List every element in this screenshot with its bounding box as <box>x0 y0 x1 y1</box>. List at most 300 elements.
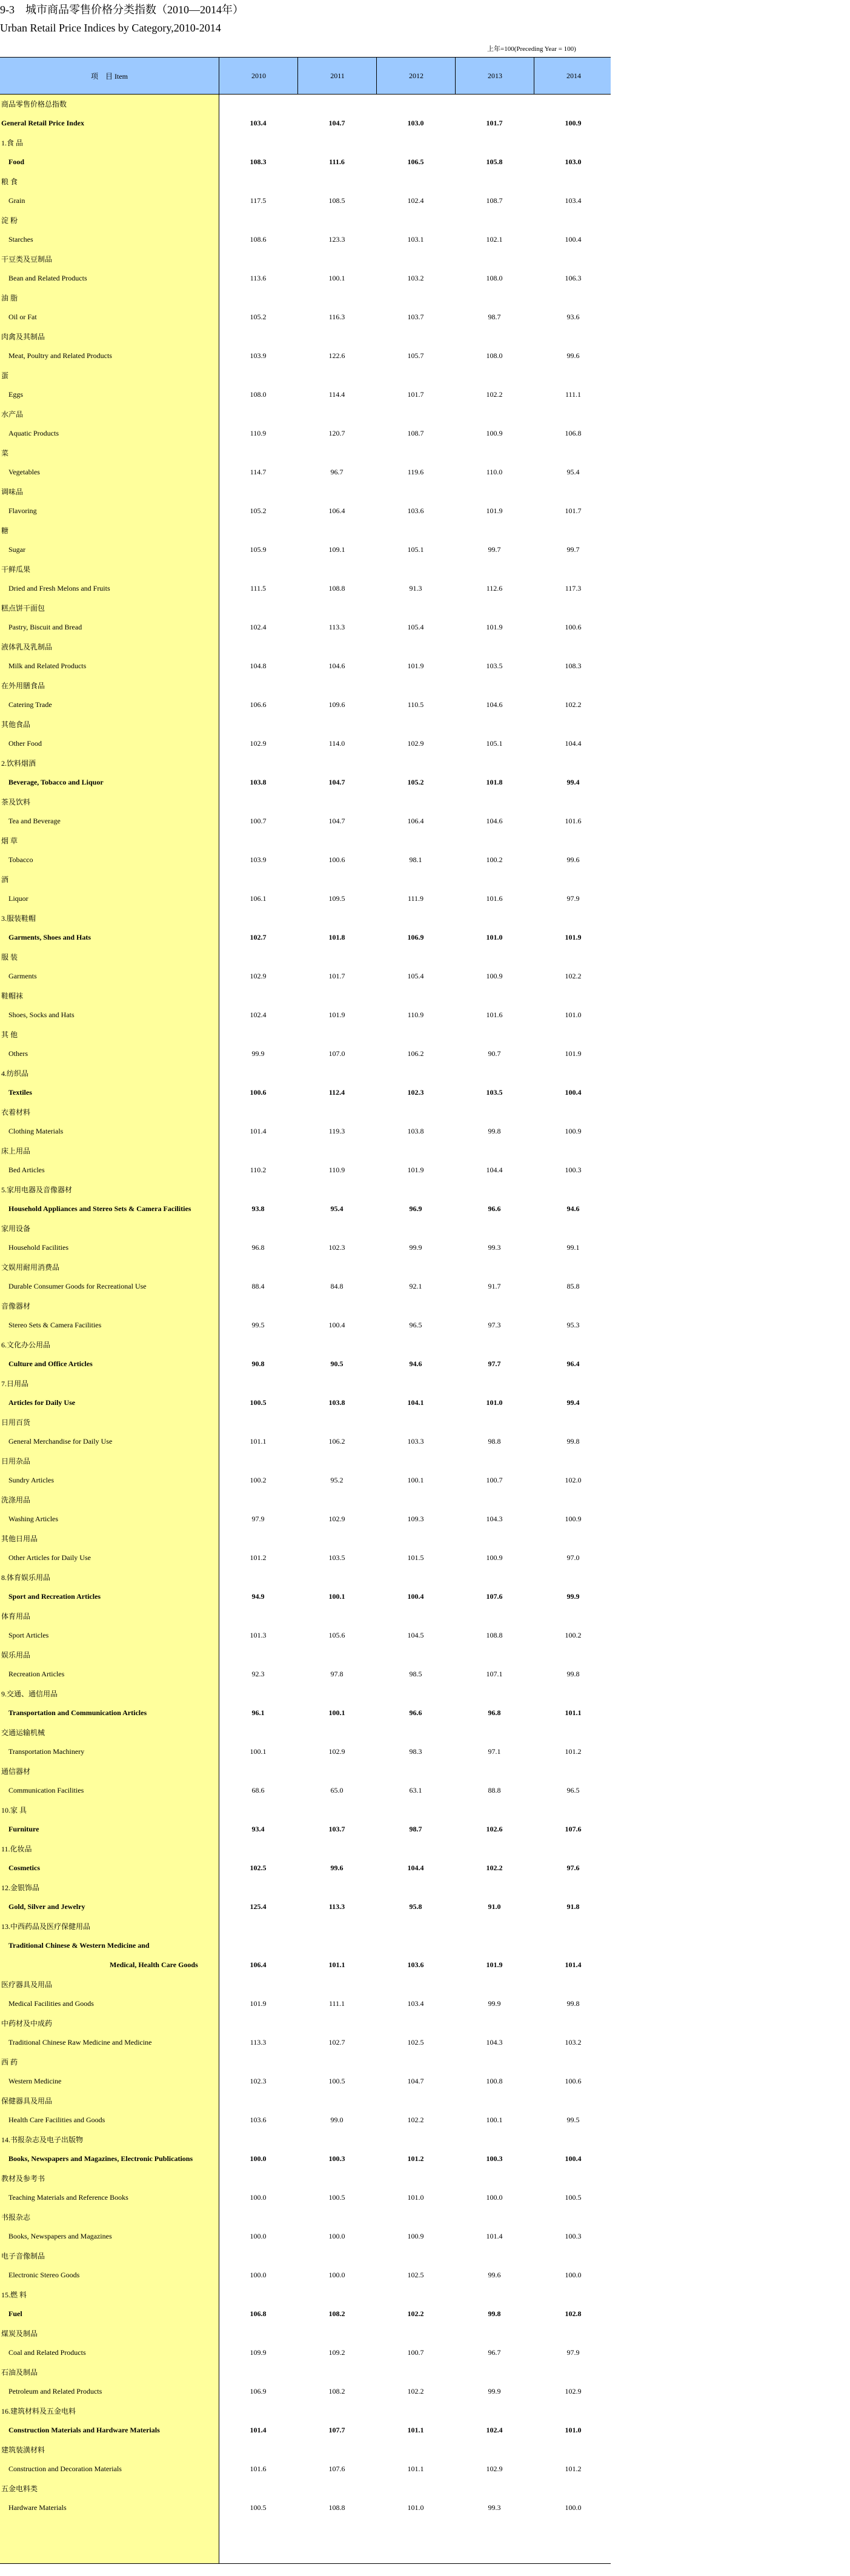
index-value-2010: 102.9 <box>250 971 267 980</box>
item-name-chinese: 其 他 <box>1 1030 18 1039</box>
item-name-english: General Retail Price Index <box>1 118 84 127</box>
category-label-row <box>0 2323 611 2343</box>
index-value-2011: 104.7 <box>328 118 345 127</box>
category-label-row <box>0 1180 611 1199</box>
index-value-2012: 104.5 <box>407 1630 424 1639</box>
category-label-row <box>0 1141 611 1160</box>
table-row <box>0 579 611 598</box>
item-name-chinese: 烟 草 <box>1 836 18 845</box>
category-label-row <box>0 1916 611 1936</box>
index-value-2011: 100.5 <box>328 2076 345 2085</box>
index-value-2012: 98.7 <box>409 1824 422 1833</box>
item-name-chinese: 通信器材 <box>1 1767 31 1776</box>
category-label-row <box>0 908 611 928</box>
category-label-row <box>0 2052 611 2071</box>
index-value-2012: 95.8 <box>409 1902 422 1911</box>
header-year-2013: 2013 <box>455 58 534 94</box>
item-name-english: Fuel <box>8 2309 22 2318</box>
index-value-2013: 102.4 <box>486 2425 503 2434</box>
index-value-2012: 98.1 <box>409 855 422 864</box>
index-value-2013: 97.3 <box>488 1320 501 1329</box>
table-row <box>0 2459 611 2478</box>
index-value-2013: 99.8 <box>488 2309 501 2318</box>
index-value-2013: 107.6 <box>486 1592 503 1601</box>
index-value-2014: 101.9 <box>565 932 582 941</box>
index-value-2013: 101.8 <box>486 777 503 786</box>
index-value-2010: 100.0 <box>250 2231 267 2240</box>
index-value-2012: 102.9 <box>407 739 424 748</box>
index-value-2014: 99.8 <box>566 1669 580 1678</box>
index-value-2014: 100.9 <box>565 1126 582 1135</box>
item-name-english: Recreation Articles <box>8 1669 65 1678</box>
item-name-english: Traditional Chinese Raw Medicine and Medicine <box>8 2037 152 2047</box>
item-name-english: Textiles <box>8 1087 32 1097</box>
index-value-2014: 94.6 <box>566 1204 580 1213</box>
category-label-row <box>0 598 611 617</box>
index-value-2012: 101.2 <box>407 2154 424 2163</box>
item-name-chinese: 娱乐用品 <box>1 1650 31 1659</box>
index-value-2011: 102.7 <box>328 2037 345 2047</box>
index-value-2013: 100.7 <box>486 1475 503 1484</box>
item-name-english: General Merchandise for Daily Use <box>8 1436 113 1446</box>
category-label-row <box>0 1529 611 1548</box>
index-value-2011: 100.6 <box>328 855 345 864</box>
category-label-row <box>0 2478 611 2498</box>
index-value-2012: 104.1 <box>407 1398 424 1407</box>
index-value-2012: 105.7 <box>407 351 424 360</box>
category-label-row <box>0 2285 611 2304</box>
item-name-chinese: 西 药 <box>1 2057 18 2066</box>
category-label-row <box>0 2168 611 2188</box>
index-value-2013: 90.7 <box>488 1049 501 1058</box>
item-name-english: Books, Newspapers and Magazines, Electronic Publications <box>8 2154 193 2163</box>
table-row <box>0 617 611 637</box>
table-row <box>0 1470 611 1490</box>
index-value-2012: 103.7 <box>407 312 424 321</box>
item-name-chinese: 6.文化办公用品 <box>1 1340 51 1349</box>
index-value-2011: 107.6 <box>328 2464 345 2473</box>
table-row <box>0 1315 611 1335</box>
index-value-2012: 96.5 <box>409 1320 422 1329</box>
index-value-2014: 99.9 <box>566 1592 580 1601</box>
category-label-row <box>0 1800 611 1819</box>
index-value-2010: 105.2 <box>250 312 267 321</box>
table-row <box>0 1858 611 1877</box>
table-row <box>0 928 611 947</box>
table-row <box>0 850 611 869</box>
index-value-2011: 103.5 <box>328 1553 345 1562</box>
index-value-2010: 109.9 <box>250 2348 267 2357</box>
item-name-english: Food <box>8 157 25 166</box>
table-row <box>0 656 611 676</box>
index-value-2011: 122.6 <box>328 351 345 360</box>
item-name-chinese: 文娱用耐用消费品 <box>1 1263 60 1272</box>
item-name-english: Books, Newspapers and Magazines <box>8 2231 112 2240</box>
item-name-english: Coal and Related Products <box>8 2348 86 2357</box>
table-row <box>0 230 611 249</box>
index-value-2011: 100.1 <box>328 1708 345 1717</box>
index-value-2012: 96.9 <box>409 1204 422 1213</box>
index-value-2013: 100.3 <box>486 2154 503 2163</box>
index-value-2011: 109.5 <box>328 894 345 903</box>
table-row <box>0 2188 611 2207</box>
index-value-2010: 106.8 <box>250 2309 267 2318</box>
table-row <box>0 2110 611 2130</box>
item-name-chinese: 衣着材料 <box>1 1107 31 1117</box>
index-value-2014: 95.3 <box>566 1320 580 1329</box>
item-name-english: Hardware Materials <box>8 2503 67 2512</box>
index-value-2014: 91.8 <box>566 1902 580 1911</box>
index-value-2012: 101.0 <box>407 2193 424 2202</box>
item-name-chinese: 日用杂品 <box>1 1456 31 1466</box>
index-value-2013: 112.6 <box>486 583 503 593</box>
index-value-2014: 101.1 <box>565 1708 582 1717</box>
table-row <box>0 423 611 443</box>
category-label-row <box>0 2091 611 2110</box>
item-name-english: Health Care Facilities and Goods <box>8 2115 105 2124</box>
index-value-2012: 119.6 <box>407 467 424 476</box>
index-value-2010: 102.4 <box>250 622 267 631</box>
category-label-row <box>0 94 611 113</box>
index-value-2011: 108.2 <box>328 2386 345 2395</box>
index-value-2010: 100.2 <box>250 1475 267 1484</box>
category-label-row <box>0 1684 611 1703</box>
category-label-row <box>0 714 611 734</box>
index-value-2013: 102.9 <box>486 2464 503 2473</box>
item-name-chinese: 煤炭及制品 <box>1 2329 38 2338</box>
index-value-2011: 107.0 <box>328 1049 345 1058</box>
index-value-2014: 102.2 <box>565 700 582 709</box>
index-value-2012: 100.1 <box>407 1475 424 1484</box>
item-name-english: Tea and Beverage <box>8 816 61 825</box>
index-value-2013: 102.2 <box>486 1863 503 1872</box>
index-value-2011: 100.0 <box>328 2270 345 2279</box>
index-value-2014: 99.1 <box>566 1243 580 1252</box>
index-value-2013: 100.9 <box>486 428 503 437</box>
index-value-2013: 100.9 <box>486 971 503 980</box>
item-name-english: Petroleum and Related Products <box>8 2386 102 2395</box>
index-value-2014: 100.9 <box>565 118 582 127</box>
index-value-2013: 104.3 <box>486 2037 503 2047</box>
index-value-2012: 100.4 <box>407 1592 424 1601</box>
index-value-2011: 107.7 <box>328 2425 345 2434</box>
index-value-2014: 100.3 <box>565 1165 582 1174</box>
index-value-2014: 102.8 <box>565 2309 582 2318</box>
item-name-chinese: 其他食品 <box>1 720 31 729</box>
index-value-2010: 106.6 <box>250 700 267 709</box>
item-name-english: Grain <box>8 196 25 205</box>
category-label-row <box>0 133 611 152</box>
item-name-chinese: 建筑装潢材料 <box>1 2445 45 2454</box>
index-value-2011: 111.1 <box>328 1999 345 2008</box>
category-label-row <box>0 986 611 1005</box>
table-row <box>0 346 611 365</box>
table-row <box>0 307 611 327</box>
index-value-2011: 109.2 <box>328 2348 345 2357</box>
item-name-chinese: 3.服装鞋帽 <box>1 914 36 923</box>
index-value-2011: 123.3 <box>328 234 345 244</box>
table-row <box>0 1897 611 1916</box>
index-value-2014: 95.4 <box>566 467 580 476</box>
item-name-chinese: 交通运输机械 <box>1 1728 45 1737</box>
index-value-2013: 98.8 <box>488 1436 501 1446</box>
category-label-row <box>0 1761 611 1781</box>
index-value-2013: 99.7 <box>488 545 501 554</box>
index-value-2012: 105.1 <box>407 545 424 554</box>
table-title-chinese: 9-3 城市商品零售价格分类指数（2010—2014年） <box>0 4 244 16</box>
category-label-row <box>0 1218 611 1238</box>
index-value-2014: 99.7 <box>566 545 580 554</box>
index-value-2011: 109.1 <box>328 545 345 554</box>
item-name-english: Electronic Stereo Goods <box>8 2270 80 2279</box>
index-value-2011: 120.7 <box>328 428 345 437</box>
item-name-chinese: 在外用膳食品 <box>1 681 45 690</box>
table-row <box>0 889 611 908</box>
item-name-english: Starches <box>8 234 33 244</box>
category-label-row <box>0 1722 611 1742</box>
index-value-2011: 99.0 <box>330 2115 344 2124</box>
index-value-2014: 111.1 <box>565 390 582 399</box>
index-value-2010: 105.9 <box>250 545 267 554</box>
item-name-english: Articles for Daily Use <box>8 1398 76 1407</box>
index-value-2012: 101.9 <box>407 661 424 670</box>
index-value-2010: 106.4 <box>250 1960 267 1969</box>
index-value-2014: 99.5 <box>566 2115 580 2124</box>
category-label-row <box>0 1567 611 1587</box>
index-value-2013: 101.9 <box>486 506 503 515</box>
item-name-chinese: 中药材及中成药 <box>1 2019 53 2028</box>
index-value-2012: 106.4 <box>407 816 424 825</box>
table-row <box>0 1393 611 1412</box>
item-name-chinese: 糖 <box>1 526 9 535</box>
index-value-2014: 100.4 <box>565 1087 582 1097</box>
table-row <box>0 1509 611 1529</box>
index-value-2011: 101.1 <box>328 1960 345 1969</box>
index-value-2010: 100.6 <box>250 1087 267 1097</box>
index-value-2011: 106.4 <box>328 506 345 515</box>
item-name-chinese: 油 脂 <box>1 293 18 302</box>
index-value-2010: 103.4 <box>250 118 267 127</box>
table-row <box>0 1276 611 1296</box>
index-value-2014: 101.9 <box>565 1049 582 1058</box>
index-value-2014: 99.8 <box>566 1999 580 2008</box>
category-label-row <box>0 831 611 850</box>
index-value-2010: 100.0 <box>250 2154 267 2163</box>
item-name-chinese: 蛋 <box>1 371 9 380</box>
table-row <box>0 966 611 986</box>
index-value-2012: 104.7 <box>407 2076 424 2085</box>
index-value-2011: 105.6 <box>328 1630 345 1639</box>
index-value-2013: 102.1 <box>486 234 503 244</box>
index-value-2014: 100.2 <box>565 1630 582 1639</box>
item-name-chinese: 茶及饮料 <box>1 797 31 806</box>
index-value-2011: 104.7 <box>328 777 345 786</box>
index-value-2010: 99.5 <box>251 1320 265 1329</box>
item-name-chinese: 菜 <box>1 448 9 457</box>
index-value-2012: 103.0 <box>407 118 424 127</box>
index-value-2012: 105.4 <box>407 971 424 980</box>
index-value-2012: 102.4 <box>407 196 424 205</box>
index-value-2011: 102.3 <box>328 1243 345 1252</box>
table-row <box>0 695 611 714</box>
index-value-2011: 108.8 <box>328 583 345 593</box>
index-value-2010: 101.4 <box>250 1126 267 1135</box>
category-label-row <box>0 520 611 540</box>
index-value-2012: 108.7 <box>407 428 424 437</box>
item-name-english: Dried and Fresh Melons and Fruits <box>8 583 110 593</box>
index-value-2014: 103.0 <box>565 157 582 166</box>
index-value-2010: 113.3 <box>250 2037 267 2047</box>
category-label-row <box>0 404 611 423</box>
index-value-2013: 99.6 <box>488 2270 501 2279</box>
table-row <box>0 2420 611 2440</box>
index-value-2013: 108.0 <box>486 273 503 282</box>
item-name-english: Other Food <box>8 739 42 748</box>
table-row <box>0 2149 611 2168</box>
index-value-2011: 100.5 <box>328 2193 345 2202</box>
item-name-chinese: 服 装 <box>1 952 18 961</box>
index-value-2010: 101.9 <box>250 1999 267 2008</box>
index-value-2010: 108.3 <box>250 157 267 166</box>
index-value-2012: 101.1 <box>407 2425 424 2434</box>
category-label-row <box>0 947 611 966</box>
index-value-2012: 102.2 <box>407 2309 424 2318</box>
index-value-2013: 101.6 <box>486 1010 503 1019</box>
index-value-2011: 95.4 <box>330 1204 344 1213</box>
price-index-table <box>0 57 611 2564</box>
index-value-2013: 104.6 <box>486 700 503 709</box>
item-name-chinese: 洗涤用品 <box>1 1495 31 1504</box>
table-row <box>0 2033 611 2052</box>
index-value-2014: 101.0 <box>565 2425 582 2434</box>
item-name-english: Aquatic Products <box>8 428 59 437</box>
index-value-2014: 103.2 <box>565 2037 582 2047</box>
item-name-chinese: 13.中西药品及医疗保健用品 <box>1 1922 91 1931</box>
index-value-2011: 102.9 <box>328 1514 345 1523</box>
index-value-2012: 91.3 <box>409 583 422 593</box>
item-name-chinese: 石油及制品 <box>1 2368 38 2377</box>
item-name-english: Catering Trade <box>8 700 52 709</box>
index-value-2012: 101.0 <box>407 2503 424 2512</box>
table-row <box>0 2382 611 2401</box>
index-value-2014: 96.4 <box>566 1359 580 1368</box>
index-value-2012: 102.2 <box>407 2386 424 2395</box>
index-value-2013: 97.1 <box>488 1747 501 1756</box>
item-name-english: Traditional Chinese & Western Medicine and <box>8 1940 150 1950</box>
table-row <box>0 1955 611 1974</box>
category-label-row <box>0 365 611 385</box>
table-body <box>0 94 611 2517</box>
table-row <box>0 811 611 831</box>
table-row <box>0 1160 611 1180</box>
item-name-english: Construction Materials and Hardware Materials <box>8 2425 160 2434</box>
index-value-2010: 100.5 <box>250 2503 267 2512</box>
category-label-row <box>0 210 611 230</box>
index-value-2014: 100.6 <box>565 2076 582 2085</box>
item-name-chinese: 粮 食 <box>1 177 18 186</box>
item-name-english: Stereo Sets & Camera Facilities <box>8 1320 102 1329</box>
item-name-english: Sugar <box>8 545 25 554</box>
table-row <box>0 1625 611 1645</box>
index-value-2010: 106.1 <box>250 894 267 903</box>
table-row <box>0 1354 611 1373</box>
item-name-chinese: 10.家 具 <box>1 1805 27 1814</box>
index-value-2012: 109.3 <box>407 1514 424 1523</box>
index-value-2013: 99.3 <box>488 2503 501 2512</box>
index-value-2014: 106.3 <box>565 273 582 282</box>
item-name-chinese: 4.纺织品 <box>1 1069 29 1078</box>
index-value-2010: 113.6 <box>250 273 267 282</box>
category-label-row <box>0 1877 611 1897</box>
index-value-2013: 100.2 <box>486 855 503 864</box>
index-value-2013: 99.9 <box>488 1999 501 2008</box>
index-value-2011: 113.3 <box>328 1902 345 1911</box>
index-value-2010: 114.7 <box>250 467 267 476</box>
index-value-2013: 102.6 <box>486 1824 503 1833</box>
table-row <box>0 1548 611 1567</box>
category-label-row <box>0 753 611 772</box>
index-value-2012: 106.9 <box>407 932 424 941</box>
table-header <box>0 58 611 95</box>
index-value-2013: 101.7 <box>486 118 503 127</box>
index-value-2011: 112.4 <box>328 1087 345 1097</box>
index-value-2011: 101.8 <box>328 932 345 941</box>
index-value-2010: 100.7 <box>250 816 267 825</box>
index-value-2013: 102.2 <box>486 390 503 399</box>
index-value-2013: 100.1 <box>486 2115 503 2124</box>
index-value-2013: 100.8 <box>486 2076 503 2085</box>
index-value-2010: 100.1 <box>250 1747 267 1756</box>
header-item-label: 项 目 Item <box>0 58 219 94</box>
index-value-2010: 110.2 <box>250 1165 267 1174</box>
item-name-chinese: 干豆类及豆制品 <box>1 254 53 264</box>
index-value-2010: 96.1 <box>251 1708 265 1717</box>
index-value-2014: 117.3 <box>565 583 582 593</box>
item-name-english: Garments, Shoes and Hats <box>8 932 91 941</box>
index-value-2012: 103.1 <box>407 234 424 244</box>
index-value-2010: 102.5 <box>250 1863 267 1872</box>
index-value-2012: 103.6 <box>407 1960 424 1969</box>
category-label-row <box>0 1412 611 1432</box>
category-label-row <box>0 2362 611 2382</box>
index-value-2013: 96.8 <box>488 1708 501 1717</box>
item-name-english: Household Appliances and Stereo Sets & Camera Facilities <box>8 1204 191 1213</box>
index-value-2011: 104.6 <box>328 661 345 670</box>
header-year-2014: 2014 <box>534 58 613 94</box>
index-value-2010: 94.9 <box>251 1592 265 1601</box>
item-name-english: Sport and Recreation Articles <box>8 1592 101 1601</box>
index-value-2010: 93.8 <box>251 1204 265 1213</box>
index-value-2014: 100.0 <box>565 2503 582 2512</box>
index-value-2010: 103.8 <box>250 777 267 786</box>
index-value-2012: 102.5 <box>407 2270 424 2279</box>
category-label-row <box>0 443 611 462</box>
index-value-2011: 65.0 <box>330 1785 344 1794</box>
category-label-row <box>0 2401 611 2420</box>
index-value-2011: 108.2 <box>328 2309 345 2318</box>
index-value-2011: 110.9 <box>328 1165 345 1174</box>
table-row <box>0 1587 611 1606</box>
index-value-2010: 88.4 <box>251 1281 265 1290</box>
index-value-2010: 101.3 <box>250 1630 267 1639</box>
index-value-2013: 105.1 <box>486 739 503 748</box>
index-value-2014: 99.6 <box>566 351 580 360</box>
index-value-2012: 94.6 <box>409 1359 422 1368</box>
table-title-english: Urban Retail Price Indices by Category,2010-2014 <box>0 22 221 34</box>
item-name-english: Beverage, Tobacco and Liquor <box>8 777 104 786</box>
unit-note: 上年=100(Preceding Year = 100) <box>487 45 576 53</box>
index-value-2014: 102.9 <box>565 2386 582 2395</box>
